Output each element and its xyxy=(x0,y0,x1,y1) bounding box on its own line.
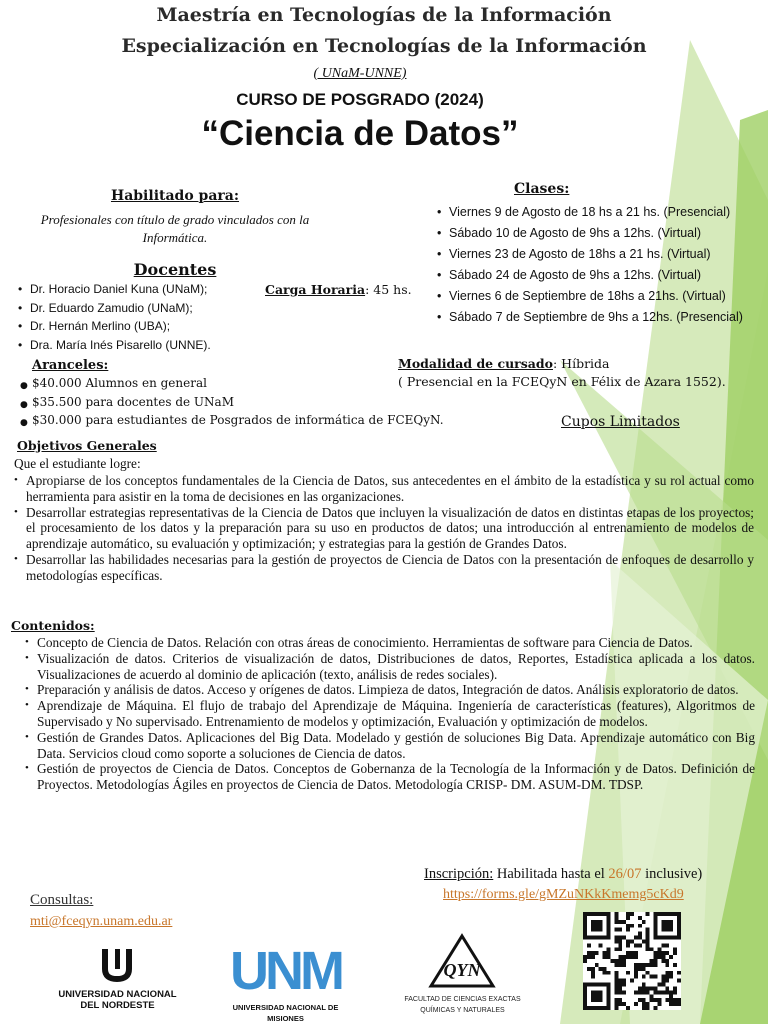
fceqyn-logo-mark: QYN xyxy=(443,960,481,980)
contenido-item: • Gestión de proyectos de Ciencia de Datos. Conceptos de Gobernanza de la Tecnología de la Información y de Datos. Definición de Proyectos. Metodologías Ágiles en proyectos de Ciencia de Datos. Metodología CRISP- DM. ASUM-DM. TDSP. xyxy=(25,761,755,793)
contenido-item: • Concepto de Ciencia de Datos. Relación con otras áreas de conocimiento. Herramientas de software para Ciencia de Datos. xyxy=(25,635,755,651)
modalidad-detail: ( Presencial en la FCEQyN en Félix de Azara 1552). xyxy=(398,374,726,389)
arancel-item: ● $35.500 para docentes de UNaM xyxy=(20,393,460,412)
contenido-item: • Aprendizaje de Máquina. El flujo de trabajo del Aprendizaje de Máquina. Ingeniería de características (features), Algoritmos de Supervisado y No supervisado. Entrenamiento de modelos y optimización, Evaluación y optimización de modelos. xyxy=(25,698,755,730)
clase-item: • Viernes 23 de Agosto de 18hs a 21 hs. (Virtual) xyxy=(437,244,762,265)
docente-item: • Dra. María Inés Pisarello (UNNE). xyxy=(18,336,268,355)
carga-horaria-label: Carga Horaria xyxy=(265,282,366,297)
inscripcion xyxy=(424,866,702,883)
clase-item: • Sábado 10 de Agosto de 9hs a 12hs. (Virtual) xyxy=(437,223,762,244)
inscripcion-pre: Habilitada hasta el xyxy=(493,866,609,882)
objetivo-item: • Desarrollar estrategias representativas de la Ciencia de Datos que incluyen la visualización de datos en distintas etapas de los proyectos; el procesamiento de los datos y la preparación para su uso en productos de datos; una introducción al entrenamiento de modelos de aprendizaje automático, su evaluación y optimización; y estrategias para la gestión de Grandes Datos. xyxy=(14,505,754,552)
clase-item: • Sábado 7 de Septiembre de 9hs a 12hs. (Presencial) xyxy=(437,307,762,328)
unam-logo xyxy=(218,940,353,1024)
clases-list xyxy=(437,202,762,328)
contenidos-list xyxy=(25,635,755,793)
fceqyn-emblem-icon xyxy=(395,932,530,990)
unne-logo xyxy=(55,945,180,1011)
unne-emblem-icon xyxy=(55,945,180,985)
institutions-subtitle: ( UNaM-UNNE) xyxy=(313,66,407,81)
program-title-2: Especialización en Tecnologías de la Información xyxy=(121,35,647,57)
objetivos-heading: Objetivos Generales xyxy=(17,438,157,453)
inscripcion-link[interactable]: https://forms.gle/gMZuNKkKmemg5cKd9 xyxy=(443,887,684,902)
docente-item: • Dr. Horacio Daniel Kuna (UNaM); xyxy=(18,280,268,299)
arancel-item: ● $30.000 para estudiantes de Posgrados de informática de FCEQyN. xyxy=(20,411,460,430)
docentes-list xyxy=(18,280,268,354)
habilitado-text: Profesionales con título de grado vinculados con la Informática. xyxy=(40,212,310,245)
unam-logo-text: UNIVERSIDAD NACIONAL DE MISIONES xyxy=(232,1003,339,1023)
contenido-item: • Preparación y análisis de datos. Acceso y orígenes de datos. Limpieza de datos, Integración de datos. Análisis exploratorio de datos. xyxy=(25,682,755,698)
consultas-label: Consultas: xyxy=(30,892,94,908)
contenido-item: • Gestión de Grandes Datos. Aplicaciones del Big Data. Modelado y gestión de soluciones Big Data. Aprendizaje automático con Big Data. Servicios cloud como soporte a soluciones de Ciencia de datos. xyxy=(25,730,755,762)
unne-logo-text: UNIVERSIDAD NACIONAL DEL NORDESTE xyxy=(58,989,177,1011)
objetivo-item: • Desarrollar las habilidades necesarias para la gestión de proyectos de Ciencia de Datos con la presentación de enfoques de desarrollo y metodologías específicas. xyxy=(14,552,754,584)
inscripcion-label: Inscripción: xyxy=(424,866,494,882)
course-label: CURSO DE POSGRADO (2024) xyxy=(236,90,484,109)
docentes-heading: Docentes xyxy=(133,260,217,279)
clase-item: • Viernes 9 de Agosto de 18 hs a 21 hs. (Presencial) xyxy=(437,202,762,223)
cupos-limitados: Cupos Limitados xyxy=(561,414,680,430)
course-title: “Ciencia de Datos” xyxy=(201,114,519,153)
modalidad-label: Modalidad de cursado xyxy=(398,356,553,371)
carga-horaria-value: : 45 hs. xyxy=(365,282,412,297)
docente-item: • Dr. Hernán Merlino (UBA); xyxy=(18,317,268,336)
carga-horaria xyxy=(265,282,412,297)
unam-logo-mark: UNM xyxy=(230,941,341,1001)
qr-code[interactable] xyxy=(583,912,681,1010)
aranceles-list xyxy=(20,374,460,430)
aranceles-heading: Aranceles: xyxy=(32,358,109,373)
qr-code-icon xyxy=(583,912,681,1010)
modalidad-value: : Híbrida xyxy=(553,356,610,371)
contenidos-heading: Contenidos: xyxy=(11,618,95,633)
habilitado-heading: Habilitado para: xyxy=(110,188,240,204)
modalidad xyxy=(398,356,610,371)
fceqyn-logo-text: FACULTAD DE CIENCIAS EXACTAS QUÍMICAS Y NATURALES xyxy=(404,996,521,1014)
inscripcion-post: inclusive) xyxy=(641,866,703,882)
contenido-item: • Visualización de datos. Criterios de visualización de datos, Distribuciones de datos, Reportes, Estadística aplicada a los datos. Visualizaciones de acuerdo al dominio de aplicación (texto, análisis de redes sociales). xyxy=(25,651,755,683)
program-title-1: Maestría en Tecnologías de la Información xyxy=(156,4,612,26)
objetivo-item: • Apropiarse de los conceptos fundamentales de la Ciencia de Datos, sus antecedentes en el ámbito de la estadística y su rol actual como herramienta para asistir en la toma de decisiones en las organizaciones. xyxy=(14,473,754,505)
arancel-item: ● $40.000 Alumnos en general xyxy=(20,374,460,393)
objetivos-intro: Que el estudiante logre: xyxy=(14,456,141,471)
consultas-email[interactable]: mti@fceqyn.unam.edu.ar xyxy=(30,914,173,929)
clase-item: • Viernes 6 de Septiembre de 18hs a 21hs. (Virtual) xyxy=(437,286,762,307)
clases-heading: Clases: xyxy=(514,181,570,197)
objetivos-list xyxy=(14,473,754,584)
inscripcion-date: 26/07 xyxy=(608,866,642,882)
clase-item: • Sábado 24 de Agosto de 9hs a 12hs. (Virtual) xyxy=(437,265,762,286)
fceqyn-logo xyxy=(395,932,530,1016)
docente-item: • Dr. Eduardo Zamudio (UNaM); xyxy=(18,299,268,318)
